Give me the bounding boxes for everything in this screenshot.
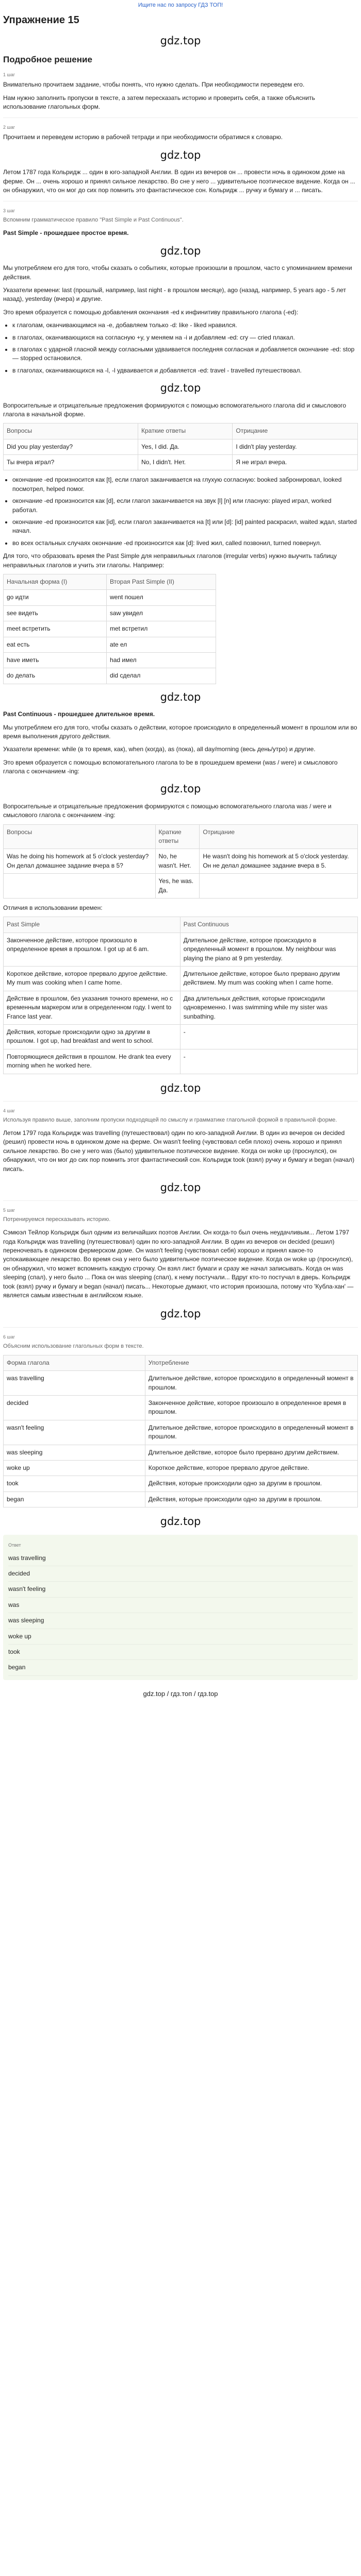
solution-subtitle: Подробное решение [3, 55, 92, 65]
table-cell: woke up [4, 1460, 145, 1476]
step-text: Внимательно прочитаем задание, чтобы понять, что нужно сделать. При необходимости переведем его. [3, 81, 305, 89]
retelling-text: Сэмюэл Тейлор Кольридж был одним из величайших поэтов Англии. Он когда-то был очень неудачливым... Летом 1797 года Кольридж was travelling (путешествовал) один по юго-западной Англии. В один из вечеров он decided (решил) переночевать в одиноком фермерском доме. Он wasn't feeling (чувствовал себя) хорошо и принял какое-то успокаивающее лекарство. Во время сна у него было удивительное поэтическое видение. Когда он woke up (проснулся), он обнаружил, что может вспомнить каждую строчку. Он взял лист бумаги и сразу же начал записывать. Когда он was sleeping (спал), у него было ... Пока он was sleeping (спал), к нему постучали... Вдруг кто-то постучал в дверь. Кольридж took (взял) ручку и бумагу и began (начал) писать... Некоторые думают, что история произошла, потому что 'Кубла-хан' — является самым известным в английском языке. [3, 1229, 354, 1299]
rule-text: Вопросительные и отрицательные предложения формируются с помощью вспомогательного глагола was / were и смыслового глагола с окончанием -ing: [3, 802, 332, 819]
table-cell: Длительное действие, которое было прервано другим действием. [145, 1445, 357, 1460]
answer-item: took [8, 1645, 353, 1660]
table-cell: Did you play yesterday? [4, 439, 138, 454]
step-label: 6 шаг [3, 1334, 15, 1340]
watermark: gdz.top [160, 148, 201, 161]
table-cell: Длительное действие, которое происходило в определенный момент в прошлом. My neighbour was playing the piano at 9 pm yesterday. [180, 933, 357, 966]
table-cell: Yes, I did. Да. [138, 439, 233, 454]
table-row [4, 1492, 358, 1507]
table-cell: Действия, которые происходили одно за другим в прошлом. [145, 1492, 357, 1507]
rule-title: Отличия в использовании времен: [3, 904, 103, 912]
table-cell: Два длительных действия, которые происходили одновременно. I was swimming while my sister was sunbathing. [180, 991, 357, 1024]
table-row [4, 668, 216, 684]
step-label: 3 шаг [3, 208, 15, 214]
table-cell: He wasn't doing his homework at 5 o'clock yesterday. Он не делал домашнее задание вчера в 5. [200, 849, 358, 874]
rule-text: Это время образуется с помощью вспомогательного глагола to be в прошедшем времени (was / were) и смыслового глагола с окончанием -ing: [3, 758, 338, 775]
table-row [4, 933, 358, 966]
rule-text: Это время образуется с помощью добавления окончания -ed к инфинитиву правильного глагола (-ed): [3, 308, 299, 316]
table-cell: Короткое действие, которое прервало другое действие. My mum was cooking when I came home. [4, 967, 180, 991]
table-row [4, 1420, 358, 1445]
answer-item: began [8, 1660, 353, 1675]
list-item: • в глаголах, оканчивающихся на -l, -l удваивается и добавляется -ed: travel - travelled путешествовал. [12, 366, 358, 375]
step-label: 2 шаг [3, 125, 15, 130]
table-cell: Длительное действие, которое происходило в определенный момент в прошлом. [145, 1420, 357, 1445]
table-cell: Я не играл вчера. [233, 455, 358, 470]
differences-table [3, 917, 358, 1074]
table-cell: ate ел [107, 637, 216, 652]
list-item: • в глаголах, оканчивающихся на согласную +y, у меняем на -i и добавляем -ed: cry — cried плакал. [12, 333, 358, 342]
rule-text: Для того, что образовать время the Past Simple для неправильных глаголов (irregular verbs) нужно выучить таблицу неправильных глаголов и учить эти глаголы. Например: [3, 552, 337, 569]
table-header: Форма глагола [4, 1355, 145, 1370]
table-header: Вторая Past Simple (II) [107, 574, 216, 589]
table-row [4, 1460, 358, 1476]
table-header: Вопросы [4, 423, 138, 439]
table-cell: Повторяющиеся действия в прошлом. He drank tea every morning when he worked here. [4, 1049, 180, 1074]
story-text: Летом 1787 года Кольридж ... один в юго-западной Англии. В один из вечеров он ... провести ночь в одиноком доме на ферме. Он ... очень хорошо и принял сильное лекарство. Во сне у него ... удивительное поэтическое видение. Когда он ... он обнаружил, что он мог до сих пор помнить это фантастическое сон. Кольридж ... ручку и бумагу и ... писать. [3, 168, 355, 194]
rule-title: Past Continuous - прошедшее длительное время. [3, 710, 155, 718]
table-cell: went пошел [107, 590, 216, 605]
table-row [4, 1371, 358, 1396]
filled-story: Летом 1797 года Кольридж was travelling (путешествовал) один по юго-западной Англии. В один из вечеров он decided (решил) провести ночь в одиноком доме на ферме. Он wasn't feeling (чувствовал себя плохо) очень хорошо и принял сильное лекарство. Во сне у него was (было) удивительное поэтическое видение. Когда он woke up (проснулся), он обнаружил, что он мог до сих пор помнить этот фантастический сон. Кольридж took (взял) ручку и бумагу и began (начал) писать. [3, 1129, 355, 1173]
rule-text: Указатели времени: last (прошлый, например, last night - в прошлом месяце), ago (назад, например, 5 years ago - 5 лет назад), yesterday (вчера) и другие. [3, 286, 347, 303]
watermark: gdz.top [160, 783, 201, 795]
past-simple-table [3, 423, 358, 470]
table-cell: meet встретить [4, 621, 107, 637]
table-cell: Действия, которые происходили одно за другим в прошлом. I got up, had breakfast and went to school. [4, 1024, 180, 1049]
table-header: Вопросы [4, 824, 156, 849]
answer-box [3, 1535, 358, 1680]
watermark: gdz.top [160, 1515, 201, 1528]
step-text: Используя правило выше, заполним пропуски подходящей по смыслу и грамматике глагольной формой в правильной форме. [3, 1117, 337, 1123]
table-cell: Законченное действие, которое произошло в определенное время в прошлом. I got up at 6 am. [4, 933, 180, 966]
watermark: gdz.top [160, 1081, 201, 1094]
step-3 [3, 201, 358, 1074]
table-row [4, 849, 358, 874]
watermark: gdz.top [160, 244, 201, 257]
table-row [4, 1445, 358, 1460]
table-row [4, 1049, 358, 1074]
step-text: Прочитаем и переведем историю в рабочей тетради и при необходимости обратимся к словарю. [3, 133, 283, 141]
pronunciation-list [12, 476, 358, 548]
table-header: Краткие ответы [155, 824, 200, 849]
table-cell: began [4, 1492, 145, 1507]
table-cell: I didn't play yesterday. [233, 439, 358, 454]
table-cell: had имел [107, 652, 216, 668]
rule-text: Мы употребляем его для того, чтобы сказать о событиях, которые произошли в прошлом, часто с упоминанием времени действия. [3, 264, 352, 281]
table-cell: Действия, которые происходили одно за другим в прошлом. [145, 1476, 357, 1492]
step-5 [3, 1200, 358, 1300]
step-text: Нам нужно заполнить пропуски в тексте, а затем пересказать историю и проверить себя, а также объяснить использование глагольных форм. [3, 94, 315, 110]
table-row [4, 652, 216, 668]
watermark: gdz.top [160, 1181, 201, 1194]
answer-item: was sleeping [8, 1613, 353, 1629]
answer-item: woke up [8, 1629, 353, 1645]
rule-text: Указатели времени: while (в то время, как), when (когда), as (пока), all day/morning (весь день/утро) и другие. [3, 745, 316, 753]
step-text: Потренируемся пересказывать историю. [3, 1216, 111, 1223]
table-cell: was travelling [4, 1371, 145, 1396]
table-cell: saw увидел [107, 605, 216, 621]
table-row [4, 439, 358, 454]
answer-item: decided [8, 1566, 353, 1582]
irregular-verbs-table [3, 574, 216, 684]
rule-title: Past Simple - прошедшее простое время. [3, 229, 129, 237]
table-cell: see видеть [4, 605, 107, 621]
table-cell [200, 874, 358, 899]
step-label: 5 шаг [3, 1208, 15, 1213]
table-header: Past Simple [4, 917, 180, 933]
answer-label: Ответ [8, 1542, 21, 1548]
table-header: Отрицание [233, 423, 358, 439]
table-cell: Законченное действие, которое произошло в определенное время в прошлом. [145, 1396, 357, 1420]
step-label: 4 шаг [3, 1108, 15, 1113]
answer-item: was [8, 1598, 353, 1613]
table-header: Past Continuous [180, 917, 357, 933]
table-cell: Ты вчера играл? [4, 455, 138, 470]
table-cell: took [4, 1476, 145, 1492]
step-2 [3, 117, 358, 195]
table-cell: decided [4, 1396, 145, 1420]
table-header: Отрицание [200, 824, 358, 849]
table-row [4, 621, 216, 637]
table-row [4, 1476, 358, 1492]
top-search-link[interactable]: Ищите нас по запросу ГДЗ ТОП! [138, 2, 223, 8]
answer-item: wasn't feeling [8, 1582, 353, 1597]
answer-item: was travelling [8, 1551, 353, 1566]
table-cell: go идти [4, 590, 107, 605]
table-row [4, 967, 358, 991]
table-row [4, 637, 216, 652]
table-cell [4, 874, 156, 899]
table-cell: - [180, 1024, 357, 1049]
table-cell: did сделал [107, 668, 216, 684]
list-item: • окончание -ed произносится как [id], если глагол заканчивается на [t] или [d]: [id] painted раскрасил, waited ждал, started начал. [12, 518, 358, 536]
watermark: gdz.top [160, 382, 201, 395]
step-6 [3, 1327, 358, 1507]
table-row [4, 991, 358, 1024]
table-cell: No, he wasn't. Нет. [155, 849, 200, 874]
table-cell: do делать [4, 668, 107, 684]
table-header: Употребление [145, 1355, 357, 1370]
exercise-title: Упражнение 15 [3, 14, 79, 26]
table-cell: eat есть [4, 637, 107, 652]
list-item: • в глаголах с ударной гласной между согласными удваивается последняя согласная и добавляется окончание -ed: stop — stopped остановился. [12, 345, 358, 363]
step-text: Объясним использование глагольных форм в тексте. [3, 1343, 144, 1349]
list-item: • окончание -ed произносится как [d], если глагол заканчивается на звук [l] [n] или гласную: played играл, worked работал. [12, 497, 358, 515]
table-cell: wasn't feeling [4, 1420, 145, 1445]
step-4 [3, 1101, 358, 1174]
table-cell: Короткое действие, которое прервало другое действие. [145, 1460, 357, 1476]
rule-text: Вопросительные и отрицательные предложения формируются с помощью вспомогательного глагола did и смыслового глагола в начальной форме. [3, 401, 347, 418]
table-cell: Длительное действие, которое происходило в определенный момент в прошлом. [145, 1371, 357, 1396]
table-cell: Действие в прошлом, без указания точного времени, но с временным маркером или в определенном году. I went to France last year. [4, 991, 180, 1024]
table-row [4, 874, 358, 899]
past-continuous-table [3, 824, 358, 899]
table-cell: - [180, 1049, 357, 1074]
table-cell: was sleeping [4, 1445, 145, 1460]
table-cell: Длительное действие, которое было прервано другим действием. My mum was cooking when I came home. [180, 967, 357, 991]
ed-rules-list [12, 321, 358, 375]
watermark: gdz.top [160, 1308, 201, 1320]
table-row [4, 1024, 358, 1049]
table-cell: met встретил [107, 621, 216, 637]
table-header: Краткие ответы [138, 423, 233, 439]
table-cell: No, I didn't. Нет. [138, 455, 233, 470]
table-cell: Was he doing his homework at 5 o'clock yesterday? Он делал домашнее задание вчера в 5? [4, 849, 156, 874]
table-row [4, 590, 216, 605]
explanation-table [3, 1355, 358, 1507]
table-cell: Yes, he was. Да. [155, 874, 200, 899]
list-item: • во всех остальных случаях окончание -ed произносится как [d]: lived жил, called позвонил, turned повернул. [12, 539, 358, 548]
table-row [4, 455, 358, 470]
list-item: • окончание -ed произносится как [t], если глагол заканчивается на глухую согласную: booked забронировал, looked посмотрел, helped помог. [12, 476, 358, 494]
watermark: gdz.top [160, 690, 201, 703]
rule-text: Мы употребляем его для того, чтобы сказать о действии, которое происходило в определенный момент в прошлом или во время выполнения другого действия. [3, 723, 357, 740]
watermark: gdz.top [160, 35, 201, 47]
table-row [4, 1396, 358, 1420]
rule-intro: Вспомним грамматическое правило "Past Simple и Past Continuous". [3, 217, 184, 224]
table-cell: have иметь [4, 652, 107, 668]
step-1 [3, 72, 358, 111]
footer-links[interactable]: gdz.top / гдз.топ / гдз.top [143, 1689, 218, 1698]
list-item: • к глаголам, оканчивающимся на -e, добавляем только -d: like - liked нравился. [12, 321, 358, 330]
step-label: 1 шаг [3, 72, 15, 78]
table-row [4, 605, 216, 621]
table-header: Начальная форма (I) [4, 574, 107, 589]
